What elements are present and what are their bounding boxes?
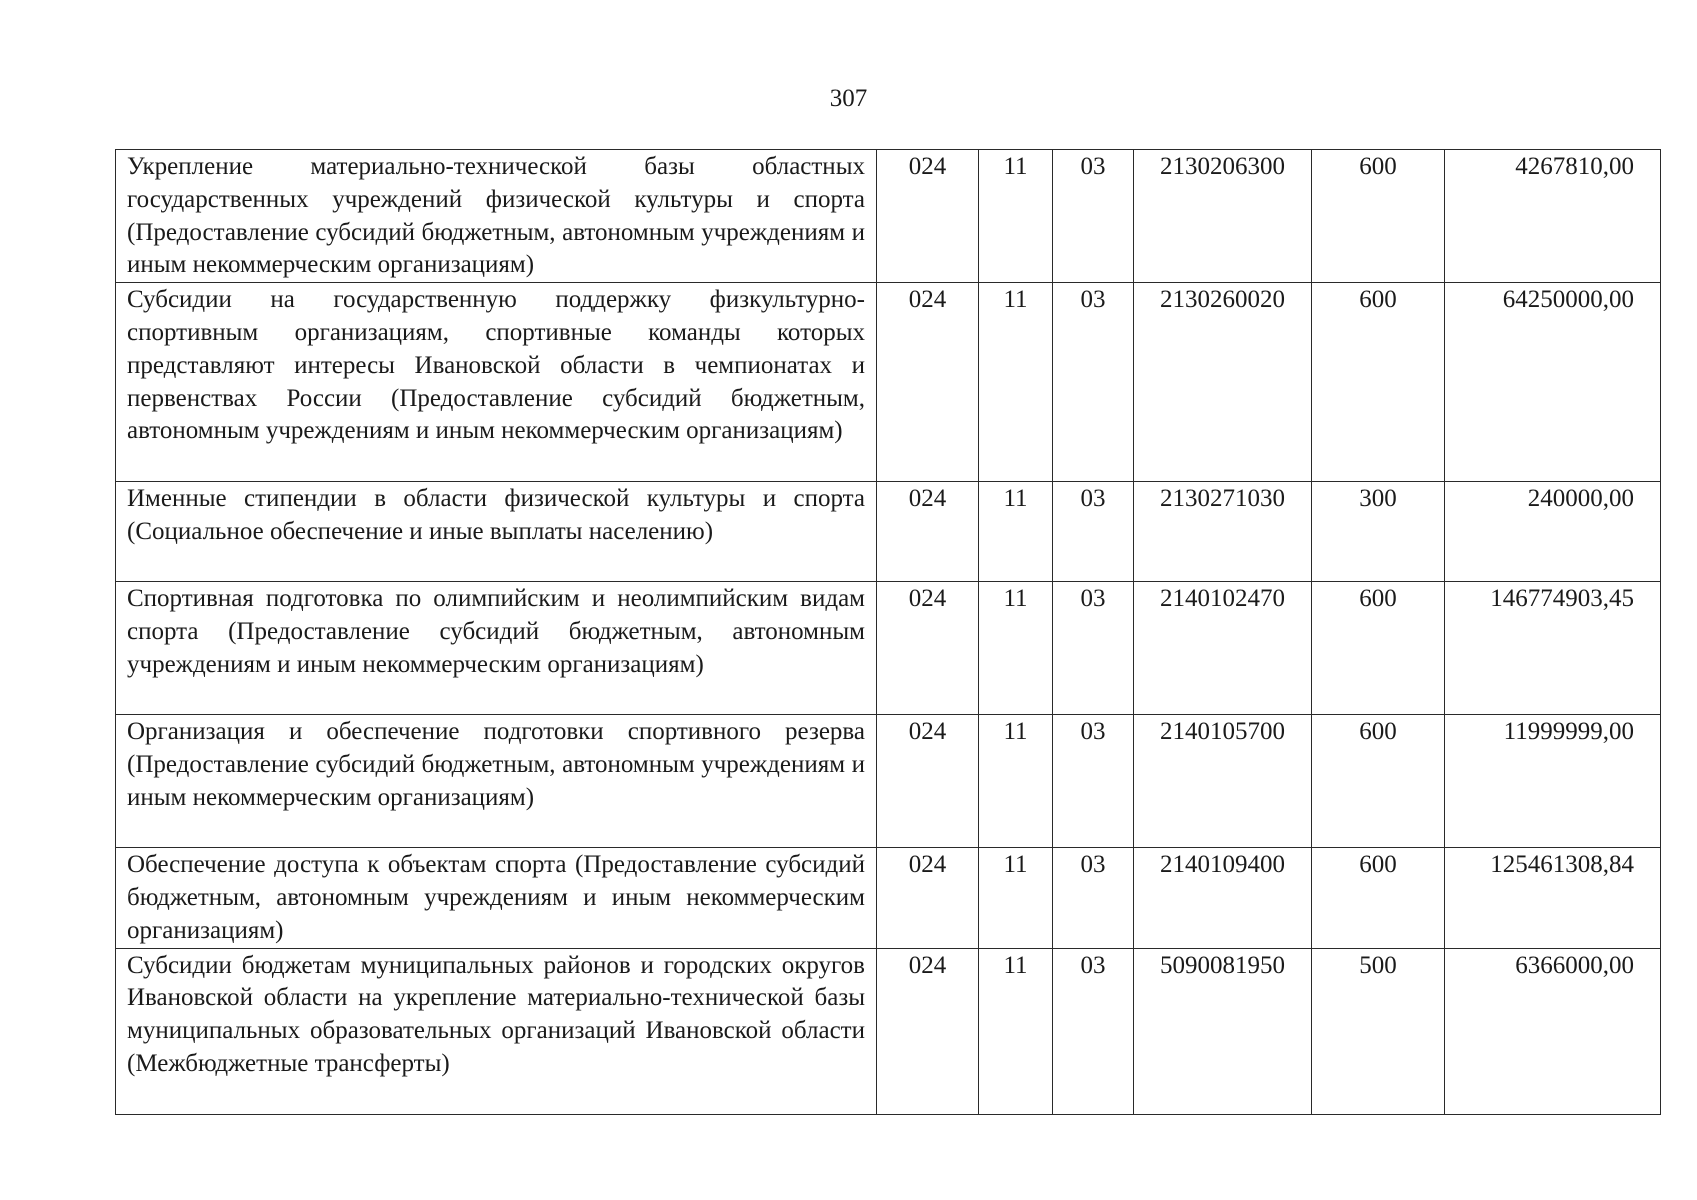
table-row [116,848,1661,948]
ministry-code: 024 [877,582,979,715]
amount: 11999999,00 [1445,715,1661,848]
budget-table [115,149,1661,1115]
row-description: Укрепление материально-технической базы областных государственных учреждений физической культуры и спорта (Предоставление субсидий бюджетным, автономным учреждениям и иным некоммерческим организациям) [116,150,877,283]
table-row [116,715,1661,848]
subsection-code: 03 [1053,715,1134,848]
row-description: Субсидии на государственную поддержку физкультурно-спортивным организациям, спортивные команды которых представляют интересы Ивановской области в чемпионатах и первенствах России (Предоставление субсидий бюджетным, автономным учреждениям и иным некоммерческим организациям) [116,283,877,482]
amount: 64250000,00 [1445,283,1661,482]
subsection-code: 03 [1053,283,1134,482]
row-description: Организация и обеспечение подготовки спортивного резерва (Предоставление субсидий бюджетным, автономным учреждениям и иным некоммерческим организациям) [116,715,877,848]
expense-type-code: 600 [1312,715,1445,848]
ministry-code: 024 [877,848,979,948]
ministry-code: 024 [877,948,979,1114]
target-article-code: 2130260020 [1134,283,1312,482]
ministry-code: 024 [877,482,979,582]
amount: 146774903,45 [1445,582,1661,715]
section-code: 11 [979,283,1053,482]
row-description: Именные стипендии в области физической культуры и спорта (Социальное обеспечение и иные выплаты населению) [116,482,877,582]
row-description: Спортивная подготовка по олимпийским и неолимпийским видам спорта (Предоставление субсидий бюджетным, автономным учреждениям и иным некоммерческим организациям) [116,582,877,715]
ministry-code: 024 [877,715,979,848]
section-code: 11 [979,482,1053,582]
expense-type-code: 600 [1312,150,1445,283]
amount: 4267810,00 [1445,150,1661,283]
table-row [116,948,1661,1114]
row-description: Обеспечение доступа к объектам спорта (Предоставление субсидий бюджетным, автономным учреждениям и иным некоммерческим организациям) [116,848,877,948]
subsection-code: 03 [1053,948,1134,1114]
ministry-code: 024 [877,283,979,482]
subsection-code: 03 [1053,150,1134,283]
table-row [116,482,1661,582]
target-article-code: 5090081950 [1134,948,1312,1114]
amount: 240000,00 [1445,482,1661,582]
target-article-code: 2140102470 [1134,582,1312,715]
section-code: 11 [979,582,1053,715]
table-row [116,582,1661,715]
expense-type-code: 500 [1312,948,1445,1114]
subsection-code: 03 [1053,848,1134,948]
expense-type-code: 600 [1312,848,1445,948]
table-row [116,283,1661,482]
amount: 125461308,84 [1445,848,1661,948]
subsection-code: 03 [1053,482,1134,582]
page-number: 307 [829,85,868,112]
target-article-code: 2140105700 [1134,715,1312,848]
row-description: Субсидии бюджетам муниципальных районов и городских округов Ивановской области на укрепление материально-технической базы муниципальных образовательных организаций Ивановской области (Межбюджетные трансферты) [116,948,877,1114]
table-row [116,150,1661,283]
section-code: 11 [979,848,1053,948]
amount: 6366000,00 [1445,948,1661,1114]
section-code: 11 [979,150,1053,283]
expense-type-code: 600 [1312,283,1445,482]
section-code: 11 [979,948,1053,1114]
subsection-code: 03 [1053,582,1134,715]
ministry-code: 024 [877,150,979,283]
target-article-code: 2130271030 [1134,482,1312,582]
target-article-code: 2140109400 [1134,848,1312,948]
expense-type-code: 300 [1312,482,1445,582]
section-code: 11 [979,715,1053,848]
expense-type-code: 600 [1312,582,1445,715]
target-article-code: 2130206300 [1134,150,1312,283]
